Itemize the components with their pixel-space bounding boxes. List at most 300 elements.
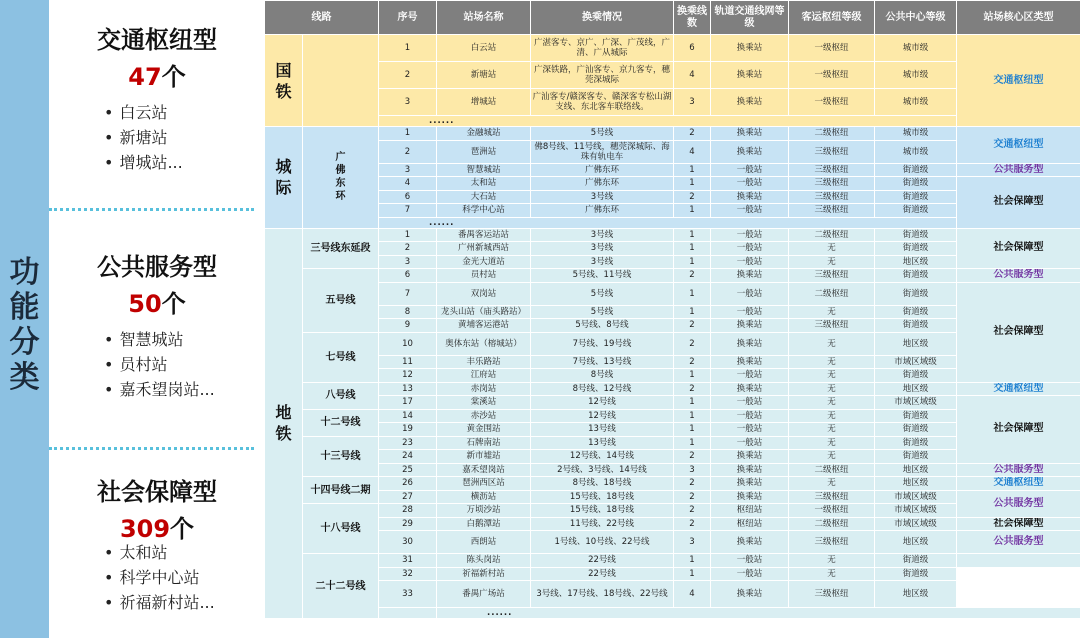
cell-passenger-level: 三级枢纽 xyxy=(789,581,875,608)
table-row xyxy=(265,463,1080,477)
cell-no: 26 xyxy=(379,477,437,491)
cell-transfer-count: 1 xyxy=(674,567,711,581)
cell-name: 双岗站 xyxy=(437,282,531,305)
cell-rail-level: 一般站 xyxy=(711,369,789,383)
cell-transfer: 3号线 xyxy=(531,228,674,242)
cell-passenger-level: 无 xyxy=(789,355,875,369)
cell-rail-level: 换乘站 xyxy=(711,62,789,89)
cell-transfer: 5号线 xyxy=(531,282,674,305)
cell-transfer: 广汕客专/赣深客专、赣深客专松山湖支线、东北客车联络线。 xyxy=(531,89,674,116)
cell-transfer-count: 1 xyxy=(674,436,711,450)
cell-core-type: 交通枢纽型 xyxy=(957,127,1080,164)
cell-no: 7 xyxy=(379,204,437,218)
cell-center-level: 市域区域级 xyxy=(875,504,957,518)
cell-name: 龙头山站（庙头路站） xyxy=(437,305,531,319)
example-station: • 增城站... xyxy=(104,150,183,175)
line-cell xyxy=(379,608,437,619)
panel-title-char: 分 xyxy=(9,325,40,360)
cell-rail-level: 一般站 xyxy=(711,567,789,581)
cell-rail-level: 一般站 xyxy=(711,177,789,191)
category-name: 交通枢纽型 xyxy=(97,26,217,54)
table-row xyxy=(265,517,1080,531)
ellipsis-row: ...... xyxy=(379,217,957,228)
cell-transfer: 13号线 xyxy=(531,423,674,437)
cell-name: 石牌南站 xyxy=(437,436,531,450)
cell-transfer-count: 2 xyxy=(674,504,711,518)
cell-no: 4 xyxy=(379,177,437,191)
cell-center-level: 街道级 xyxy=(875,282,957,305)
cell-rail-level: 换乘站 xyxy=(711,319,789,333)
line-cell: 三号线东延段 xyxy=(303,228,379,269)
cell-passenger-level: 一级枢纽 xyxy=(789,89,875,116)
cell-rail-level: 换乘站 xyxy=(711,531,789,554)
cell-transfer: 12号线 xyxy=(531,409,674,423)
cell-name: 西朗站 xyxy=(437,531,531,554)
cell-no: 1 xyxy=(379,127,437,141)
cell-transfer: 广佛东环 xyxy=(531,204,674,218)
cell-no: 30 xyxy=(379,531,437,554)
cell-transfer-count: 1 xyxy=(674,282,711,305)
cell-rail-level: 换乘站 xyxy=(711,355,789,369)
cell-transfer-count: 2 xyxy=(674,127,711,141)
cell-no: 8 xyxy=(379,305,437,319)
cell-passenger-level: 一级枢纽 xyxy=(789,62,875,89)
cell-transfer-count: 6 xyxy=(674,35,711,62)
cell-transfer-count: 1 xyxy=(674,163,711,177)
cell-rail-level: 换乘站 xyxy=(711,581,789,608)
cell-rail-level: 一般站 xyxy=(711,554,789,568)
cell-center-level: 市域区域级 xyxy=(875,355,957,369)
line-cell: 广 佛 东 环 xyxy=(303,127,379,229)
cell-core-type: 公共服务型 xyxy=(957,490,1080,517)
cell-passenger-level: 无 xyxy=(789,242,875,256)
cell-transfer-count: 1 xyxy=(674,409,711,423)
cell-transfer-count: 2 xyxy=(674,450,711,464)
cell-center-level: 街道级 xyxy=(875,436,957,450)
line-cell: 十四号线二期 xyxy=(303,477,379,504)
cell-transfer-count: 4 xyxy=(674,140,711,163)
cell-no: 33 xyxy=(379,581,437,608)
cell-center-level: 地区级 xyxy=(875,581,957,608)
table-row xyxy=(265,554,1080,568)
cell-transfer: 5号线 xyxy=(531,127,674,141)
cell-transfer: 广湛客专、京广、广深、广茂线，广清、广从城际 xyxy=(531,35,674,62)
category-name: 公共服务型 xyxy=(97,253,217,281)
category-count: 309个 xyxy=(119,515,195,543)
cell-no: 2 xyxy=(379,242,437,256)
cell-center-level: 地区级 xyxy=(875,382,957,396)
cell-name: 增城站 xyxy=(437,89,531,116)
cell-name: 陈头岗站 xyxy=(437,554,531,568)
cell-transfer-count: 1 xyxy=(674,423,711,437)
cell-passenger-level: 无 xyxy=(789,409,875,423)
cell-transfer: 8号线、12号线 xyxy=(531,382,674,396)
table-row xyxy=(265,127,1080,141)
cell-passenger-level: 无 xyxy=(789,382,875,396)
cell-name: 新塘站 xyxy=(437,62,531,89)
cell-name: 祈福新村站 xyxy=(437,567,531,581)
cell-center-level: 街道级 xyxy=(875,554,957,568)
cell-rail-level: 一般站 xyxy=(711,228,789,242)
cell-center-level: 街道级 xyxy=(875,163,957,177)
cell-core-type: 交通枢纽型 xyxy=(957,477,1080,491)
cell-transfer: 8号线 xyxy=(531,369,674,383)
cell-center-level: 街道级 xyxy=(875,409,957,423)
line-cell: 十八号线 xyxy=(303,504,379,554)
cell-core-type: 交通枢纽型 xyxy=(957,35,1080,127)
cell-passenger-level: 三级枢纽 xyxy=(789,177,875,191)
cell-name: 万顷沙站 xyxy=(437,504,531,518)
cell-passenger-level: 无 xyxy=(789,477,875,491)
category-public xyxy=(52,247,262,319)
cell-center-level: 城市级 xyxy=(875,140,957,163)
col-passenger-level: 客运枢纽等级 xyxy=(789,1,875,35)
category-count: 50个 xyxy=(128,290,186,318)
cell-center-level: 城市级 xyxy=(875,62,957,89)
col-transfer-count: 换乘线数 xyxy=(674,1,711,35)
divider xyxy=(49,208,254,211)
cell-transfer-count: 1 xyxy=(674,554,711,568)
category-examples xyxy=(104,327,215,402)
cell-transfer-count: 1 xyxy=(674,305,711,319)
col-name: 站场名称 xyxy=(437,1,531,35)
cell-transfer-count: 4 xyxy=(674,62,711,89)
cell-name: 黄埔客运港站 xyxy=(437,319,531,333)
cell-transfer-count: 2 xyxy=(674,382,711,396)
cell-transfer: 广佛东环 xyxy=(531,177,674,191)
line-cell: 二十二号线 xyxy=(303,554,379,619)
cell-name: 黄金围站 xyxy=(437,423,531,437)
ellipsis-row: ...... xyxy=(437,608,1080,619)
cell-transfer-count: 1 xyxy=(674,228,711,242)
panel-title-char: 功 xyxy=(9,255,40,290)
cell-passenger-level: 三级枢纽 xyxy=(789,269,875,283)
cell-center-level: 街道级 xyxy=(875,228,957,242)
cell-transfer-count: 2 xyxy=(674,477,711,491)
example-station: • 太和站 xyxy=(104,540,215,565)
cell-transfer: 广深铁路，广汕客专、京九客专，穗莞深城际 xyxy=(531,62,674,89)
cell-no: 31 xyxy=(379,554,437,568)
cell-rail-level: 一般站 xyxy=(711,305,789,319)
cell-transfer-count: 2 xyxy=(674,355,711,369)
group-intercity: 城 际 xyxy=(265,127,303,229)
cell-center-level: 地区级 xyxy=(875,463,957,477)
cell-transfer-count: 2 xyxy=(674,332,711,355)
table-row xyxy=(265,35,1080,62)
cell-name: 智慧城站 xyxy=(437,163,531,177)
cell-passenger-level: 三级枢纽 xyxy=(789,319,875,333)
cell-passenger-level: 一级枢纽 xyxy=(789,35,875,62)
cell-passenger-level: 无 xyxy=(789,255,875,269)
cell-center-level: 地区级 xyxy=(875,477,957,491)
cell-core-type: 社会保障型 xyxy=(957,177,1080,229)
cell-transfer: 15号线、18号线 xyxy=(531,490,674,504)
cell-rail-level: 枢纽站 xyxy=(711,504,789,518)
cell-no: 25 xyxy=(379,463,437,477)
cell-center-level: 城市级 xyxy=(875,127,957,141)
cell-rail-level: 换乘站 xyxy=(711,89,789,116)
cell-name: 番禺广场站 xyxy=(437,581,531,608)
table-row xyxy=(265,163,1080,177)
cell-name: 大石站 xyxy=(437,190,531,204)
example-station: • 白云站 xyxy=(104,100,183,125)
cell-center-level: 街道级 xyxy=(875,423,957,437)
cell-transfer-count: 1 xyxy=(674,204,711,218)
cell-no: 3 xyxy=(379,255,437,269)
cell-center-level: 街道级 xyxy=(875,305,957,319)
cell-rail-level: 换乘站 xyxy=(711,269,789,283)
cell-no: 2 xyxy=(379,62,437,89)
cell-center-level: 地区级 xyxy=(875,531,957,554)
cell-no: 6 xyxy=(379,190,437,204)
cell-transfer: 11号线、22号线 xyxy=(531,517,674,531)
table-row xyxy=(265,477,1080,491)
cell-center-level: 街道级 xyxy=(875,204,957,218)
station-table-grid xyxy=(264,0,1080,619)
example-station: • 新塘站 xyxy=(104,125,183,150)
cell-rail-level: 一般站 xyxy=(711,409,789,423)
example-station: • 祈福新村站... xyxy=(104,590,215,615)
cell-core-type xyxy=(957,554,1080,568)
cell-rail-level: 换乘站 xyxy=(711,35,789,62)
cell-transfer-count: 2 xyxy=(674,190,711,204)
col-core-type: 站场核心区类型 xyxy=(957,1,1080,35)
col-transfer: 换乘情况 xyxy=(531,1,674,35)
cell-name: 奥体东站（榕城站） xyxy=(437,332,531,355)
table-row xyxy=(265,228,1080,242)
table-row xyxy=(265,490,1080,504)
table-row xyxy=(265,396,1080,410)
cell-transfer-count: 4 xyxy=(674,581,711,608)
cell-transfer: 22号线 xyxy=(531,567,674,581)
cell-rail-level: 换乘站 xyxy=(711,490,789,504)
cell-no: 23 xyxy=(379,436,437,450)
table-row xyxy=(265,282,1080,305)
cell-no: 13 xyxy=(379,382,437,396)
cell-center-level: 城市级 xyxy=(875,35,957,62)
line-cell: 十三号线 xyxy=(303,436,379,477)
cell-transfer: 2号线、3号线、14号线 xyxy=(531,463,674,477)
cell-no: 9 xyxy=(379,319,437,333)
cell-rail-level: 换乘站 xyxy=(711,127,789,141)
table-header xyxy=(265,1,1080,35)
cell-no: 28 xyxy=(379,504,437,518)
cell-transfer: 22号线 xyxy=(531,554,674,568)
cell-transfer: 15号线、18号线 xyxy=(531,504,674,518)
category-count: 47个 xyxy=(128,63,186,91)
cell-passenger-level: 二级枢纽 xyxy=(789,282,875,305)
cell-transfer: 3号线 xyxy=(531,190,674,204)
cell-rail-level: 换乘站 xyxy=(711,382,789,396)
category-examples xyxy=(104,540,215,615)
cell-no: 6 xyxy=(379,269,437,283)
table-row xyxy=(265,177,1080,191)
cell-no: 2 xyxy=(379,140,437,163)
cell-transfer: 8号线、18号线 xyxy=(531,477,674,491)
cell-passenger-level: 无 xyxy=(789,450,875,464)
cell-core-type: 社会保障型 xyxy=(957,228,1080,269)
cell-rail-level: 换乘站 xyxy=(711,332,789,355)
cell-passenger-level: 无 xyxy=(789,423,875,437)
table-row xyxy=(265,382,1080,396)
cell-center-level: 街道级 xyxy=(875,450,957,464)
cell-name: 白鹅潭站 xyxy=(437,517,531,531)
cell-transfer-count: 3 xyxy=(674,531,711,554)
cell-transfer: 3号线 xyxy=(531,255,674,269)
cell-name: 丰乐路站 xyxy=(437,355,531,369)
cell-rail-level: 一般站 xyxy=(711,204,789,218)
cell-center-level: 市域区域级 xyxy=(875,396,957,410)
group-national: 国 铁 xyxy=(265,35,303,127)
cell-center-level: 街道级 xyxy=(875,269,957,283)
cell-center-level: 街道级 xyxy=(875,177,957,191)
category-hub xyxy=(52,20,262,92)
cell-transfer: 12号线、14号线 xyxy=(531,450,674,464)
cell-passenger-level: 无 xyxy=(789,436,875,450)
divider xyxy=(49,447,254,450)
cell-passenger-level: 三级枢纽 xyxy=(789,490,875,504)
cell-name: 嘉禾望岗站 xyxy=(437,463,531,477)
cell-transfer-count: 3 xyxy=(674,463,711,477)
cell-transfer-count: 2 xyxy=(674,490,711,504)
cell-no: 29 xyxy=(379,517,437,531)
cell-center-level: 街道级 xyxy=(875,369,957,383)
category-name: 社会保障型 xyxy=(97,478,217,506)
cell-no: 3 xyxy=(379,89,437,116)
cell-name: 琶洲站 xyxy=(437,140,531,163)
cell-transfer-count: 1 xyxy=(674,242,711,256)
category-examples xyxy=(104,100,183,175)
cell-passenger-level: 一级枢纽 xyxy=(789,504,875,518)
cell-core-type: 公共服务型 xyxy=(957,269,1080,283)
cell-no: 32 xyxy=(379,567,437,581)
cell-transfer: 12号线 xyxy=(531,396,674,410)
cell-no: 7 xyxy=(379,282,437,305)
example-station: • 智慧城站 xyxy=(104,327,215,352)
cell-no: 27 xyxy=(379,490,437,504)
cell-passenger-level: 无 xyxy=(789,554,875,568)
cell-center-level: 街道级 xyxy=(875,319,957,333)
panel-title-char: 能 xyxy=(9,290,40,325)
cell-rail-level: 一般站 xyxy=(711,282,789,305)
cell-passenger-level: 三级枢纽 xyxy=(789,204,875,218)
line-cell: 五号线 xyxy=(303,269,379,333)
cell-no: 3 xyxy=(379,163,437,177)
cell-transfer: 5号线、8号线 xyxy=(531,319,674,333)
cell-transfer: 5号线、11号线 xyxy=(531,269,674,283)
cell-passenger-level: 无 xyxy=(789,332,875,355)
cell-transfer-count: 3 xyxy=(674,89,711,116)
cell-passenger-level: 三级枢纽 xyxy=(789,190,875,204)
cell-core-type: 公共服务型 xyxy=(957,531,1080,554)
cell-passenger-level: 二级枢纽 xyxy=(789,228,875,242)
cell-name: 赤岗站 xyxy=(437,382,531,396)
cell-name: 江府站 xyxy=(437,369,531,383)
col-no: 序号 xyxy=(379,1,437,35)
cell-center-level: 街道级 xyxy=(875,567,957,581)
cell-passenger-level: 二级枢纽 xyxy=(789,127,875,141)
cell-transfer-count: 2 xyxy=(674,319,711,333)
cell-passenger-level: 三级枢纽 xyxy=(789,163,875,177)
cell-transfer: 5号线 xyxy=(531,305,674,319)
col-line: 线路 xyxy=(265,1,379,35)
table-row xyxy=(265,531,1080,554)
cell-rail-level: 枢纽站 xyxy=(711,517,789,531)
example-station: • 嘉禾望岗站... xyxy=(104,377,215,402)
station-table xyxy=(264,0,1080,638)
cell-name: 金光大道站 xyxy=(437,255,531,269)
cell-name: 棠溪站 xyxy=(437,396,531,410)
cell-name: 横沥站 xyxy=(437,490,531,504)
category-social xyxy=(52,472,262,544)
cell-no: 19 xyxy=(379,423,437,437)
cell-center-level: 地区级 xyxy=(875,332,957,355)
cell-transfer: 1号线、10号线、22号线 xyxy=(531,531,674,554)
cell-passenger-level: 无 xyxy=(789,567,875,581)
cell-transfer-count: 1 xyxy=(674,369,711,383)
cell-transfer: 广佛东环 xyxy=(531,163,674,177)
cell-name: 金融城站 xyxy=(437,127,531,141)
cell-center-level: 地区级 xyxy=(875,255,957,269)
cell-center-level: 街道级 xyxy=(875,190,957,204)
cell-rail-level: 一般站 xyxy=(711,163,789,177)
cell-passenger-level: 三级枢纽 xyxy=(789,140,875,163)
cell-transfer: 3号线、17号线、18号线、22号线 xyxy=(531,581,674,608)
cell-core-type: 公共服务型 xyxy=(957,463,1080,477)
table-row xyxy=(265,269,1080,283)
cell-no: 11 xyxy=(379,355,437,369)
cell-name: 太和站 xyxy=(437,177,531,191)
cell-name: 科学中心站 xyxy=(437,204,531,218)
cell-passenger-level: 二级枢纽 xyxy=(789,463,875,477)
cell-rail-level: 换乘站 xyxy=(711,140,789,163)
cell-name: 广州新城西站 xyxy=(437,242,531,256)
cell-center-level: 城市级 xyxy=(875,89,957,116)
cell-transfer: 7号线、13号线 xyxy=(531,355,674,369)
cell-center-level: 市域区域级 xyxy=(875,490,957,504)
cell-name: 琶洲西区站 xyxy=(437,477,531,491)
cell-rail-level: 一般站 xyxy=(711,255,789,269)
line-cell: 八号线 xyxy=(303,382,379,409)
table-row xyxy=(265,567,1080,581)
example-station: • 员村站 xyxy=(104,352,215,377)
cell-transfer: 佛8号线、11号线，穗莞深城际、海珠有轨电车 xyxy=(531,140,674,163)
cell-rail-level: 一般站 xyxy=(711,423,789,437)
cell-transfer-count: 2 xyxy=(674,517,711,531)
col-rail-level: 轨道交通线网等级 xyxy=(711,1,789,35)
cell-transfer: 13号线 xyxy=(531,436,674,450)
cell-rail-level: 换乘站 xyxy=(711,477,789,491)
panel-title-char: 类 xyxy=(9,360,40,395)
cell-name: 新市墟站 xyxy=(437,450,531,464)
ellipsis-row: ...... xyxy=(379,116,957,127)
cell-core-type: 公共服务型 xyxy=(957,163,1080,177)
example-station: • 科学中心站 xyxy=(104,565,215,590)
cell-passenger-level: 三级枢纽 xyxy=(789,531,875,554)
cell-core-type: 交通枢纽型 xyxy=(957,382,1080,396)
cell-rail-level: 一般站 xyxy=(711,396,789,410)
panel-title xyxy=(0,255,49,395)
cell-rail-level: 换乘站 xyxy=(711,190,789,204)
cell-no: 1 xyxy=(379,228,437,242)
cell-name: 赤沙站 xyxy=(437,409,531,423)
cell-transfer-count: 1 xyxy=(674,396,711,410)
cell-core-type: 社会保障型 xyxy=(957,517,1080,531)
table-row xyxy=(265,581,1080,608)
cell-no: 24 xyxy=(379,450,437,464)
cell-no: 1 xyxy=(379,35,437,62)
group-metro: 地 铁 xyxy=(265,228,303,619)
